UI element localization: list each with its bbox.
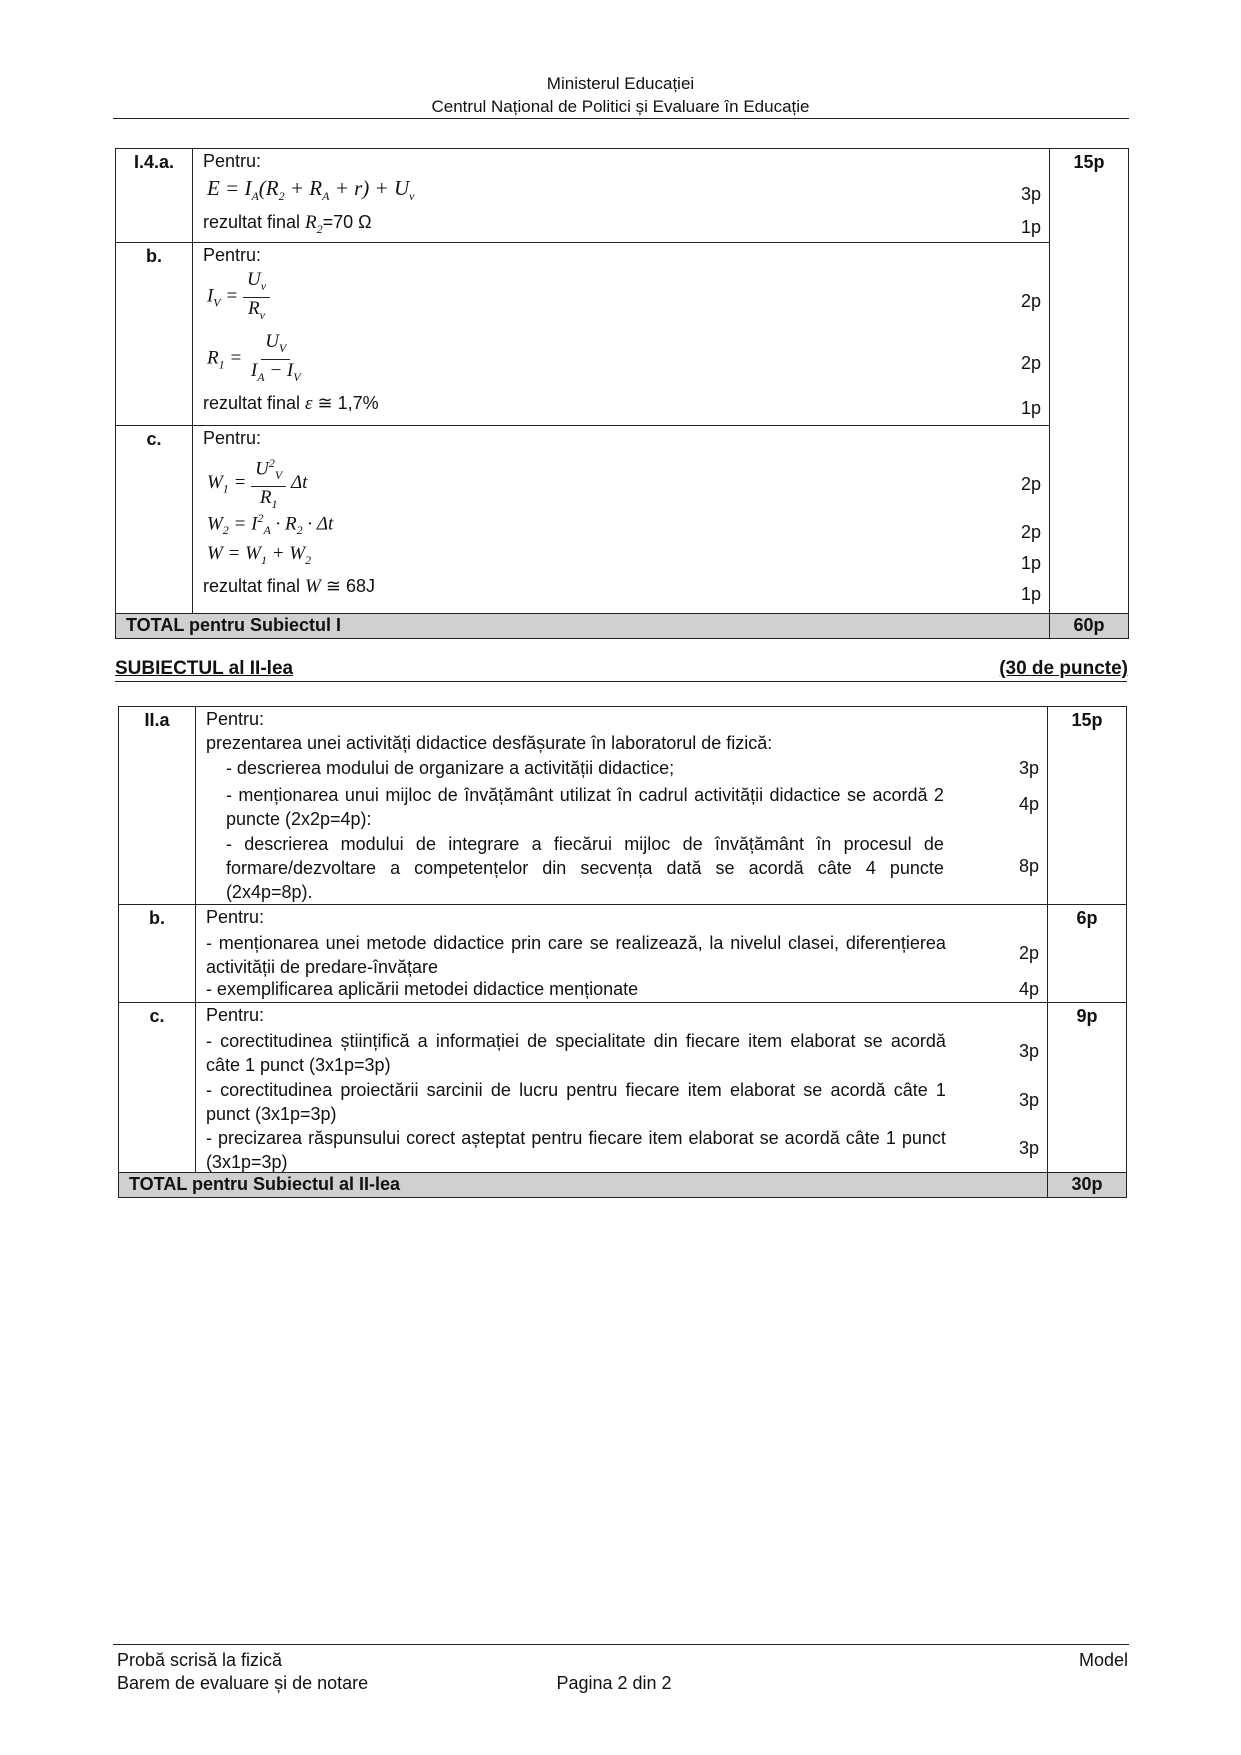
points: 2p (1019, 943, 1040, 963)
criterion: - menționarea unei metode didactice prin care se realizează, la nivelul clasei, diferențierea activității de predare-învățare (205, 933, 946, 977)
result-line: rezultat final $R_2=70$ Ω (202, 212, 372, 236)
header-ministry: Ministerul Educației (546, 74, 695, 93)
subject2-points: (30 de puncte) (999, 658, 1128, 679)
header-center: Centrul Național de Politici și Evaluare în Educație (431, 97, 810, 116)
footer-rule (113, 1644, 1129, 1645)
points: 3p (1019, 1138, 1040, 1158)
points: 3p (1019, 1041, 1040, 1061)
formula-iv: $I_V$ = $\frac{U_v}{R_v}$ (207, 269, 270, 326)
item-intro: Pentru: (205, 1005, 264, 1025)
points: 4p (1019, 794, 1040, 814)
criterion: - precizarea răspunsului corect așteptat pentru fiecare item elaborat se acordă câte 1 punct (3x1p=3p) (205, 1128, 946, 1172)
item-label: c. (116, 426, 193, 614)
criterion: - descrierea modului de integrare a fiecărui mijloc de învățământ în procesul de formare/dezvoltare a competențelor din secvența dată se acordă câte 4 puncte (2x4p=8p). (225, 834, 944, 902)
section-total: 9p (1048, 1003, 1127, 1173)
points: 1p (1021, 584, 1042, 604)
footer-model: Model (1078, 1650, 1128, 1670)
item-label: c. (119, 1003, 196, 1173)
item-intro: Pentru: (202, 428, 261, 448)
points: 1p (1021, 398, 1042, 418)
subject2-title: SUBIECTUL al II-lea (115, 658, 294, 679)
item-intro: Pentru: (205, 907, 264, 927)
points: 3p (1019, 1090, 1040, 1110)
result-line: rezultat final ε ≅ 1,7% (202, 393, 379, 414)
heading-underline (115, 681, 1127, 682)
points: 2p (1021, 291, 1042, 311)
total-row-points: 30p (1048, 1173, 1127, 1198)
points: 4p (1019, 979, 1040, 999)
points: 8p (1019, 856, 1040, 876)
points: 3p (1021, 184, 1042, 204)
formula-w2: $W_2 = I^2_A \cdot R_2 \cdot \Delta t$ (206, 511, 334, 538)
subject2-table (118, 706, 1127, 1198)
criterion: - corectitudinea proiectării sarcinii de lucru pentru fiecare item elaborat se acordă câte 1 punct (3x1p=3p) (205, 1080, 946, 1124)
points: 2p (1021, 353, 1042, 373)
points: 1p (1021, 553, 1042, 573)
item-label: I.4.a. (116, 149, 193, 243)
criterion: - menționarea unui mijloc de învățământ utilizat în cadrul activității didactice se acordă 2 puncte (2x2p=4p): (225, 785, 944, 829)
points: 3p (1019, 758, 1040, 778)
item-label: b. (116, 243, 193, 426)
points: 2p (1021, 522, 1042, 542)
result-line: rezultat final W ≅ 68J (202, 576, 375, 597)
item-description: prezentarea unei activități didactice desfășurate în laboratorul de fizică: (205, 733, 773, 753)
formula-emf: $E = I_A(R_2 + R_A + r) + U_v$ (206, 176, 415, 204)
points: 2p (1021, 474, 1042, 494)
points: 1p (1021, 217, 1042, 237)
footer-exam: Probă scrisă la fizică (117, 1650, 283, 1670)
criterion: - descrierea modului de organizare a activității didactice; (225, 758, 675, 778)
total-row-points: 60p (1050, 614, 1129, 639)
item-intro: Pentru: (202, 151, 261, 171)
section-total: 6p (1048, 905, 1127, 1003)
formula-w: $W = W_1 + W_2$ (206, 543, 312, 567)
item-label: b. (119, 905, 196, 1003)
section-total: 15p (1048, 707, 1127, 905)
item-intro: Pentru: (205, 709, 264, 729)
criterion: - corectitudinea științifică a informației de specialitate din fiecare item elaborat se acordă câte 1 punct (3x1p=3p) (205, 1031, 946, 1075)
criterion: - exemplificarea aplicării metodei didactice menționate (205, 979, 639, 999)
formula-r1: $R_1$ = $\frac{U_V}{I_A - I_V}$ (206, 331, 301, 384)
section-total: 15p (1050, 149, 1129, 614)
subject1-table (115, 148, 1129, 639)
footer-page-number: Pagina 2 din 2 (556, 1673, 672, 1693)
footer-doc-type: Barem de evaluare și de notare (117, 1673, 369, 1693)
formula-w1: $W_1$ = $\frac{U^2_V}{R_1}$ Δt (207, 452, 307, 515)
item-intro: Pentru: (202, 245, 261, 265)
item-label: II.a (119, 707, 196, 905)
header-rule (113, 118, 1129, 119)
total-row-label: TOTAL pentru Subiectul I (116, 614, 1050, 639)
total-row-label: TOTAL pentru Subiectul al II-lea (119, 1173, 1048, 1198)
